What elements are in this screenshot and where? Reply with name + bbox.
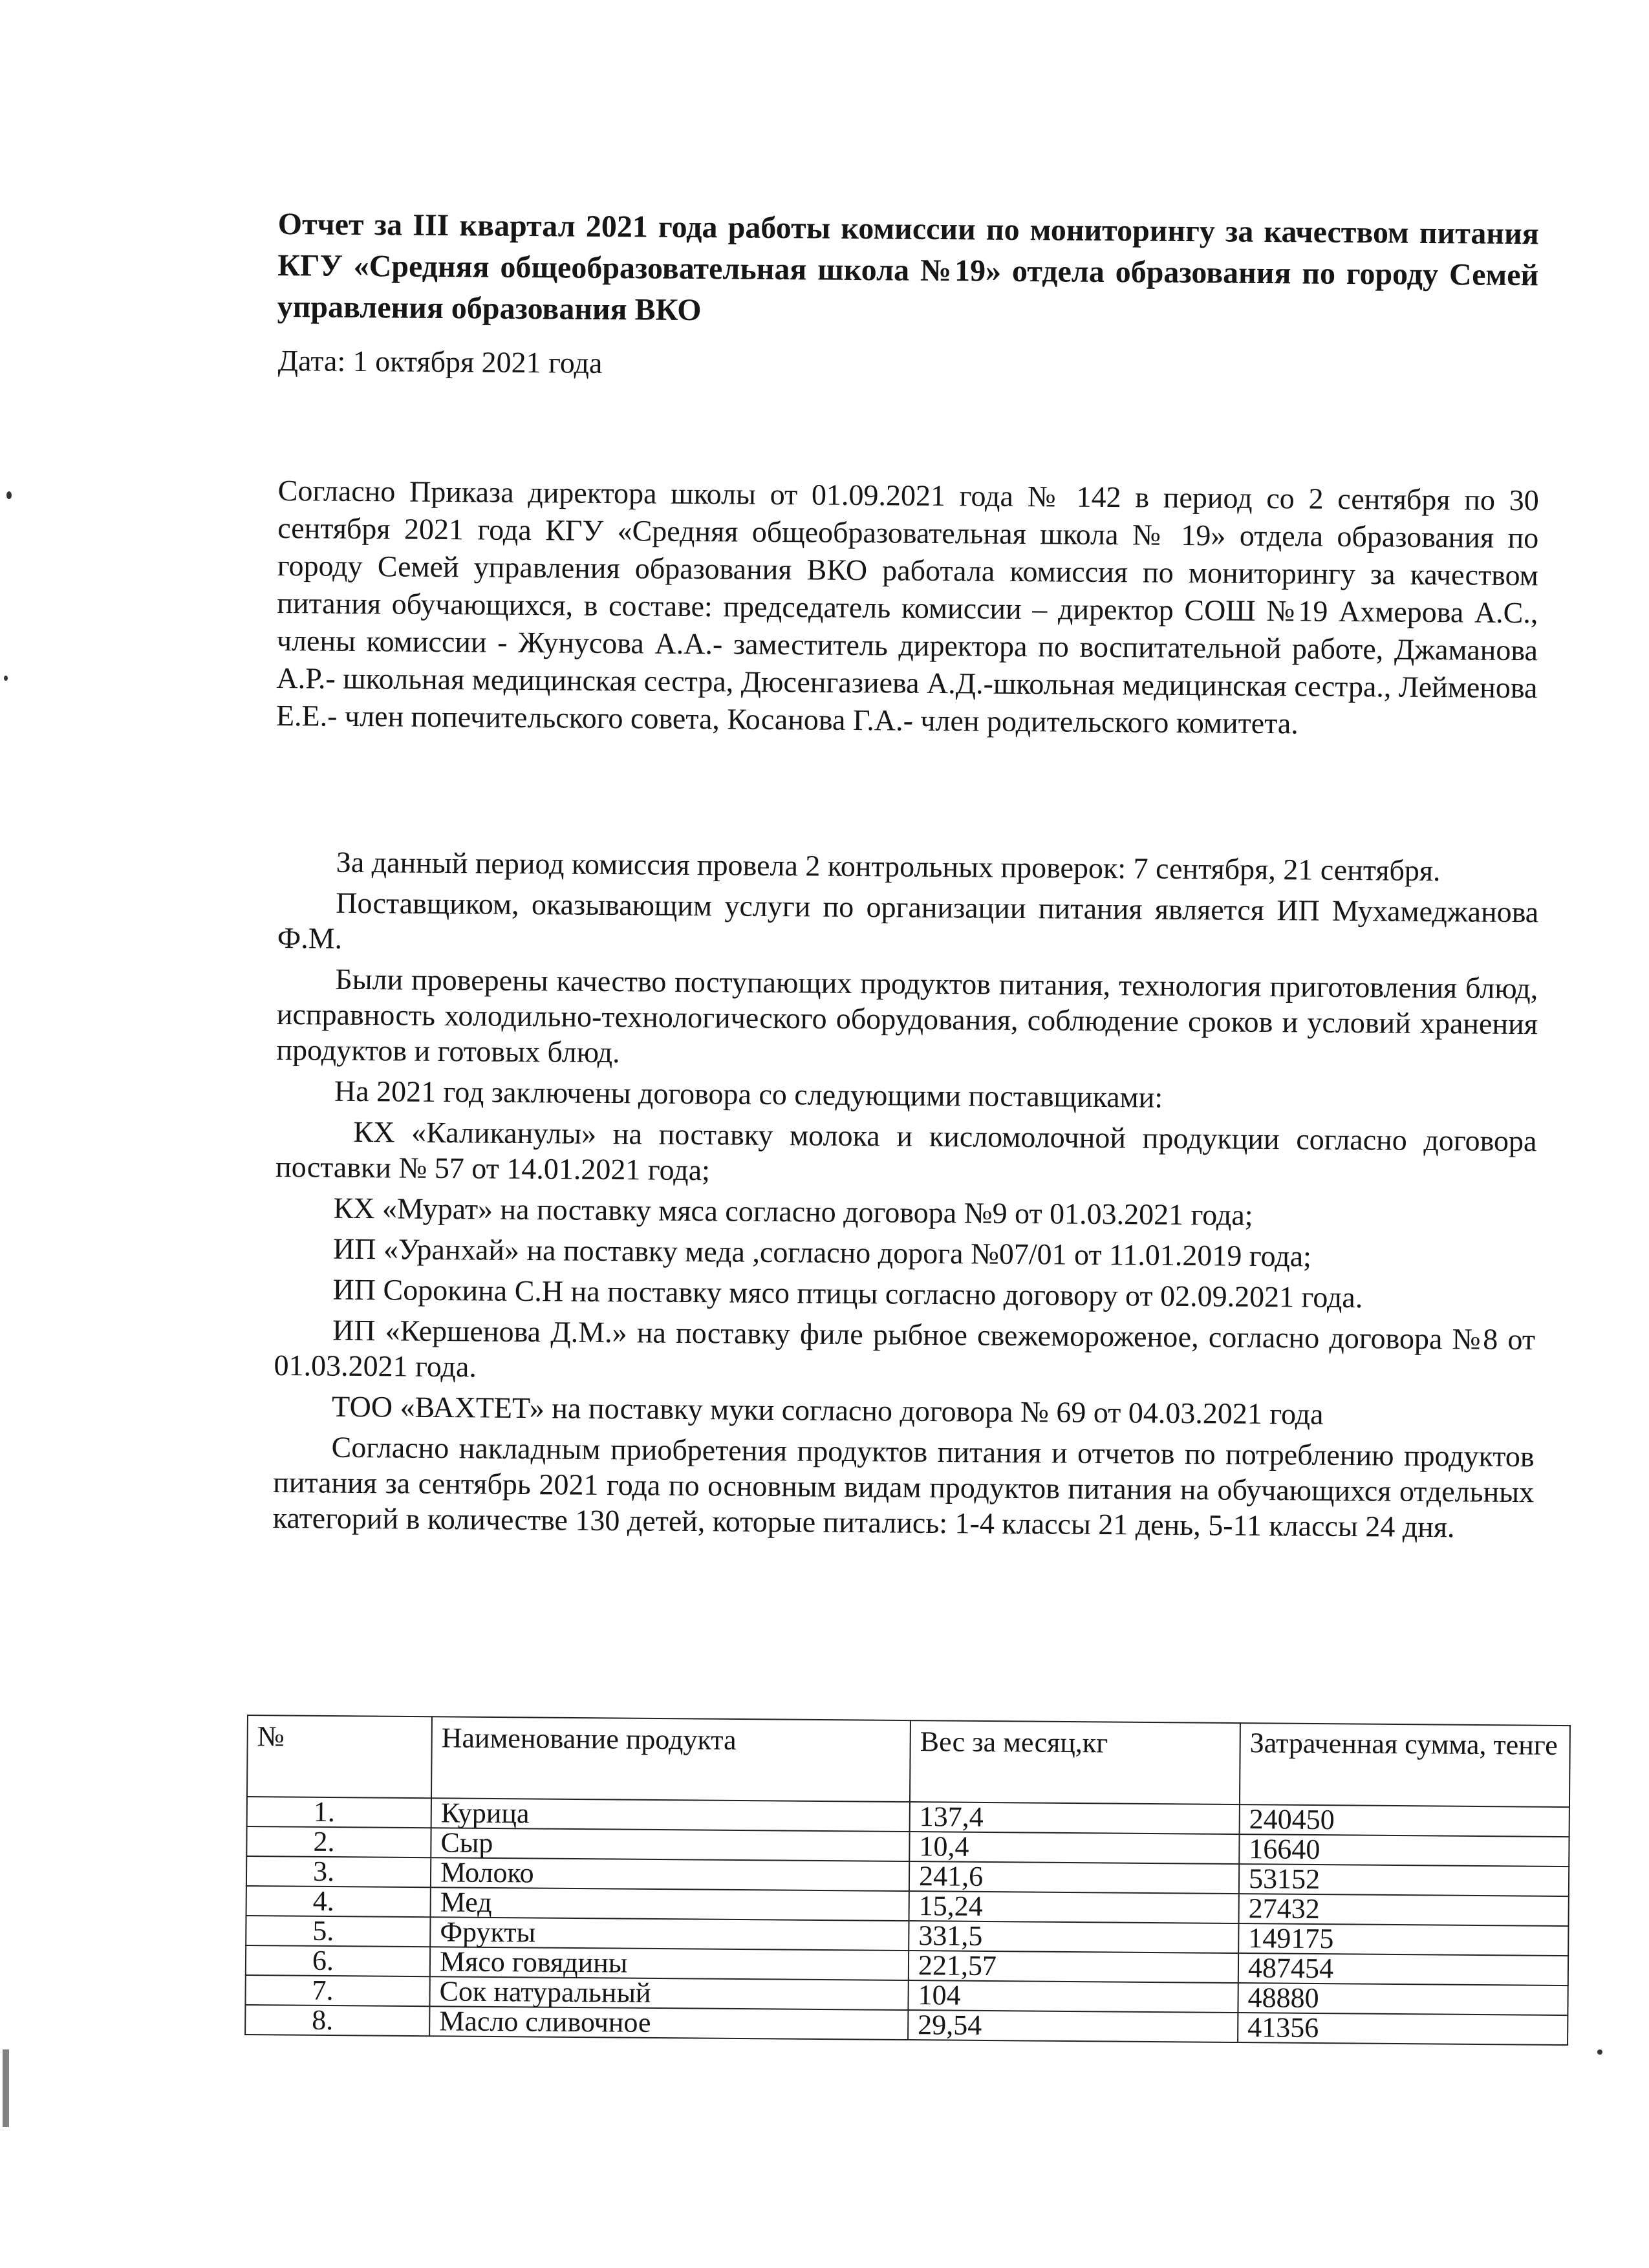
row-number: 1. (247, 1797, 431, 1828)
row-sum: 240450 (1240, 1804, 1569, 1837)
row-number: 6. (246, 1945, 430, 1976)
row-number: 3. (246, 1856, 431, 1887)
row-number: 7. (245, 1975, 429, 2006)
row-product: Мясо говядины (430, 1947, 909, 1980)
row-number: 2. (246, 1826, 431, 1857)
scan-edge-mark (3, 2049, 9, 2127)
row-weight: 241,6 (909, 1861, 1239, 1894)
row-number: 4. (246, 1886, 431, 1917)
row-product: Фрукты (430, 1917, 909, 1951)
header-weight: Вес за месяц,кг (910, 1720, 1240, 1804)
checks-paragraph: За данный период комиссия провела 2 контрольных проверок: 7 сентября, 21 сентября. (336, 845, 1441, 888)
row-weight: 29,54 (908, 2010, 1238, 2042)
row-number: 8. (245, 2005, 429, 2036)
row-product: Курица (431, 1798, 910, 1832)
row-sum: 53152 (1239, 1864, 1569, 1896)
contract-item: ИП Сорокина С.Н на поставку мясо птицы согласно договору от 02.09.2021 года. (332, 1272, 1363, 1314)
row-weight: 137,4 (910, 1802, 1240, 1834)
checked-paragraph: Были проверены качество поступающих продуктов питания, технология приготовления блюд, исправность холодильно-технологического оборудования, соблюдение сроков и условий хранения продуктов и готовых блюд. (276, 962, 1538, 1069)
contract-item: КХ «Каликанулы» на поставку молока и кисломолочной продукции согласно договора поставки № 57 от 14.01.2021 года; (275, 1115, 1537, 1187)
supplier-paragraph: Поставщиком, оказывающим услуги по организации питания является ИП Мухамеджанова Ф.М. (277, 886, 1539, 955)
contract-item: КХ «Мурат» на поставку мяса согласно договора №9 от 01.03.2021 года; (333, 1191, 1253, 1232)
row-product: Сыр (431, 1828, 909, 1861)
report-date: Дата: 1 октября 2021 года (277, 343, 603, 380)
contract-item: ИП «Кершенова Д.М.» на поставку филе рыбное свежемороженое, согласно договора №8 от 01.03.2021 года. (274, 1313, 1536, 1384)
row-sum: 149175 (1238, 1923, 1568, 1956)
row-product: Мед (431, 1887, 909, 1921)
scan-speck (4, 676, 8, 681)
contracts-intro-paragraph: На 2021 год заключены договора со следующими поставщиками: (334, 1074, 1163, 1114)
row-sum: 487454 (1238, 1953, 1568, 1985)
header-product: Наименование продукта (431, 1717, 911, 1802)
row-product: Сок натуральный (429, 1976, 908, 2010)
row-sum: 41356 (1238, 2013, 1568, 2045)
products-table (244, 1715, 1571, 2046)
row-weight: 10,4 (909, 1832, 1239, 1864)
row-product: Масло сливочное (429, 2006, 908, 2040)
scan-speck (6, 491, 12, 499)
row-sum: 16640 (1239, 1834, 1569, 1867)
table-header-row (247, 1715, 1570, 1807)
contract-item: ТОО «ВАХТЕТ» на поставку муки согласно договора № 69 от 04.03.2021 года (331, 1389, 1324, 1431)
row-sum: 27432 (1239, 1894, 1569, 1926)
consumption-paragraph: Согласно накладным приобретения продуктов питания и отчетов по потреблению продуктов питания за сентябрь 2021 года по основным видам продуктов питания на обучающихся отдельных категорий в количестве 130 детей, которые питались: 1-4 классы 21 день, 5-11 классы 24 дня. (272, 1430, 1535, 1544)
products-table-wrapper (244, 1715, 1571, 2046)
row-product: Молоко (431, 1857, 909, 1891)
row-weight: 331,5 (909, 1921, 1238, 1953)
row-weight: 221,57 (909, 1951, 1238, 1983)
row-number: 5. (246, 1916, 430, 1947)
row-sum: 48880 (1238, 1983, 1568, 2015)
row-weight: 15,24 (909, 1891, 1239, 1923)
header-sum: Затраченная сумма, тенге (1240, 1723, 1570, 1807)
contract-item: ИП «Уранхай» на поставку меда ,согласно дорога №07/01 от 11.01.2019 года; (332, 1232, 1312, 1273)
row-weight: 104 (908, 1980, 1238, 2013)
scan-speck (1597, 2049, 1602, 2055)
header-number: № (247, 1715, 432, 1798)
body-paragraphs (273, 844, 1539, 1550)
report-title: Отчет за III квартал 2021 года работы комиссии по мониторингу за качеством питания КГУ «Средняя общеобразовательная школа №19» отдела образования по городу Семей управления образования ВКО (277, 206, 1539, 328)
intro-paragraph: Согласно Приказа директора школы от 01.09.2021 года № 142 в период со 2 сентября по 30 сентября 2021 года КГУ «Средняя общеобразовательная школа № 19» отдела образования по городу Семей управления образования ВКО работала комиссия по мониторингу за качеством питания обучающихся, в составе: председатель комиссии – директор СОШ №19 Ахмерова А.С., члены комиссии - Жунусова А.А.- заместитель директора по воспитательной работе, Джаманова А.Р.- школьная медицинская сестра, Дюсенгазиева А.Д.-школьная медицинская сестра., Лейменова Е.Е.- член попечительского совета, Косанова Г.А.- член родительского комитета. (275, 473, 1539, 740)
